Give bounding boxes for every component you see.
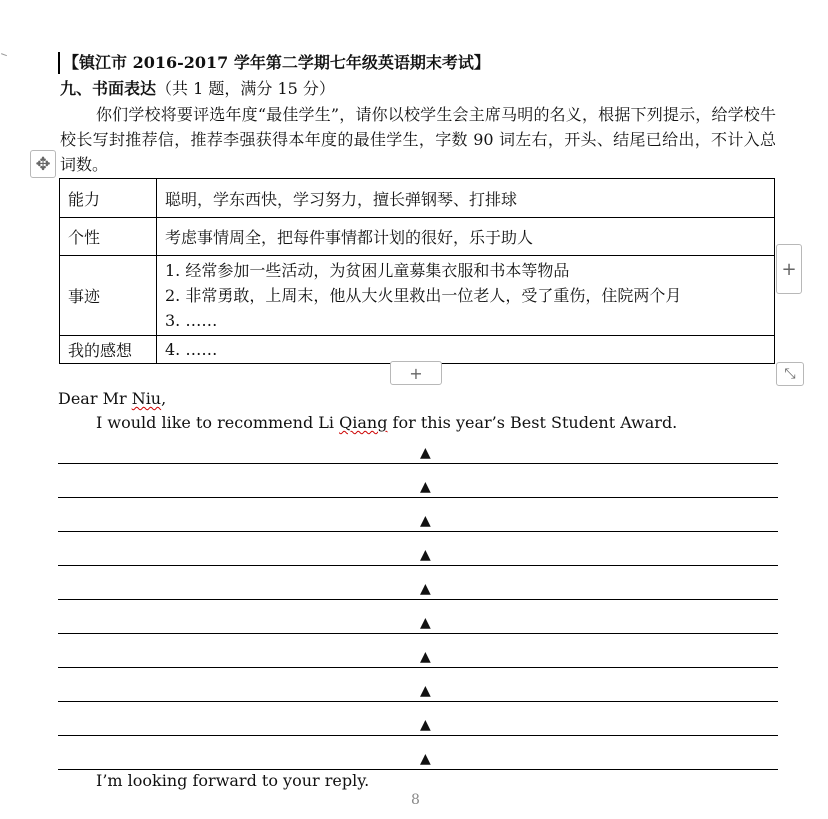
triangle-icon: ▲ bbox=[420, 683, 431, 699]
triangle-icon: ▲ bbox=[420, 649, 431, 665]
deed-item: 2. 非常勇敢，上周末，他从大火里救出一位老人，受了重伤，住院两个月 bbox=[165, 286, 682, 305]
greeting-suffix: , bbox=[161, 389, 167, 408]
opening-before: I would like to recommend Li bbox=[96, 413, 340, 432]
plus-icon: + bbox=[409, 363, 423, 383]
page-number: 8 bbox=[411, 792, 420, 808]
writing-line[interactable] bbox=[58, 498, 778, 532]
letter-greeting bbox=[58, 388, 166, 410]
writing-lines bbox=[58, 430, 778, 770]
row-content: 考虑事情周全，把每件事情都计划的很好，乐于助人 bbox=[157, 218, 775, 256]
section-heading: 九、书面表达 bbox=[60, 79, 157, 98]
resize-diagonal-icon: ⤡ bbox=[784, 366, 796, 382]
add-row-button[interactable] bbox=[390, 361, 442, 385]
letter-closing: I’m looking forward to your reply. bbox=[96, 771, 370, 790]
move-arrows-icon: ✥ bbox=[35, 153, 51, 175]
table-move-handle[interactable] bbox=[30, 150, 56, 178]
row-label: 我的感想 bbox=[60, 336, 157, 364]
add-column-button[interactable] bbox=[776, 244, 802, 294]
section-title bbox=[60, 78, 335, 100]
greeting-prefix: Dear Mr bbox=[58, 389, 132, 408]
writing-line[interactable] bbox=[58, 464, 778, 498]
table-row bbox=[60, 256, 775, 336]
row-content bbox=[157, 256, 775, 336]
triangle-icon: ▲ bbox=[420, 445, 431, 461]
triangle-icon: ▲ bbox=[420, 581, 431, 597]
page-corner-mark bbox=[0, 53, 7, 62]
deed-item: 3. …… bbox=[165, 311, 218, 330]
table-resize-handle[interactable] bbox=[776, 362, 804, 386]
deed-item: 1. 经常参加一些活动，为贫困儿童募集衣服和书本等物品 bbox=[165, 261, 570, 280]
writing-line[interactable] bbox=[58, 702, 778, 736]
row-label: 能力 bbox=[60, 179, 157, 218]
writing-line[interactable] bbox=[58, 430, 778, 464]
writing-line[interactable] bbox=[58, 634, 778, 668]
triangle-icon: ▲ bbox=[420, 513, 431, 529]
row-content: 聪明，学东西快，学习努力，擅长弹钢琴、打排球 bbox=[157, 179, 775, 218]
prompt-table bbox=[59, 178, 775, 364]
table-row bbox=[60, 336, 775, 364]
row-label: 个性 bbox=[60, 218, 157, 256]
writing-line[interactable] bbox=[58, 668, 778, 702]
row-content: 4. …… bbox=[157, 336, 775, 364]
task-instructions: 你们学校将要评选年度“最佳学生”，请你以校学生会主席马明的名义，根据下列提示，给学校牛校长写封推荐信，推荐李强获得本年度的最佳学生，字数 90 词左右，开头、结尾已给出，不计入总词数。 bbox=[60, 105, 776, 174]
writing-line[interactable] bbox=[58, 600, 778, 634]
source-title: 【镇江市 2016-2017 学年第二学期七年级英语期末考试】 bbox=[58, 52, 490, 74]
triangle-icon: ▲ bbox=[420, 547, 431, 563]
opening-after: for this year’s Best Student Award. bbox=[387, 413, 678, 432]
section-note: （共 1 题，满分 15 分） bbox=[156, 79, 335, 98]
writing-line[interactable] bbox=[58, 736, 778, 770]
writing-line[interactable] bbox=[58, 566, 778, 600]
triangle-icon: ▲ bbox=[420, 615, 431, 631]
opening-name: Qiang bbox=[339, 413, 388, 432]
table-row bbox=[60, 218, 775, 256]
row-label: 事迹 bbox=[60, 256, 157, 336]
table-row bbox=[60, 179, 775, 218]
greeting-name: Niu bbox=[131, 389, 162, 408]
plus-icon: + bbox=[781, 258, 797, 280]
writing-line[interactable] bbox=[58, 532, 778, 566]
triangle-icon: ▲ bbox=[420, 751, 431, 767]
triangle-icon: ▲ bbox=[420, 479, 431, 495]
triangle-icon: ▲ bbox=[420, 717, 431, 733]
